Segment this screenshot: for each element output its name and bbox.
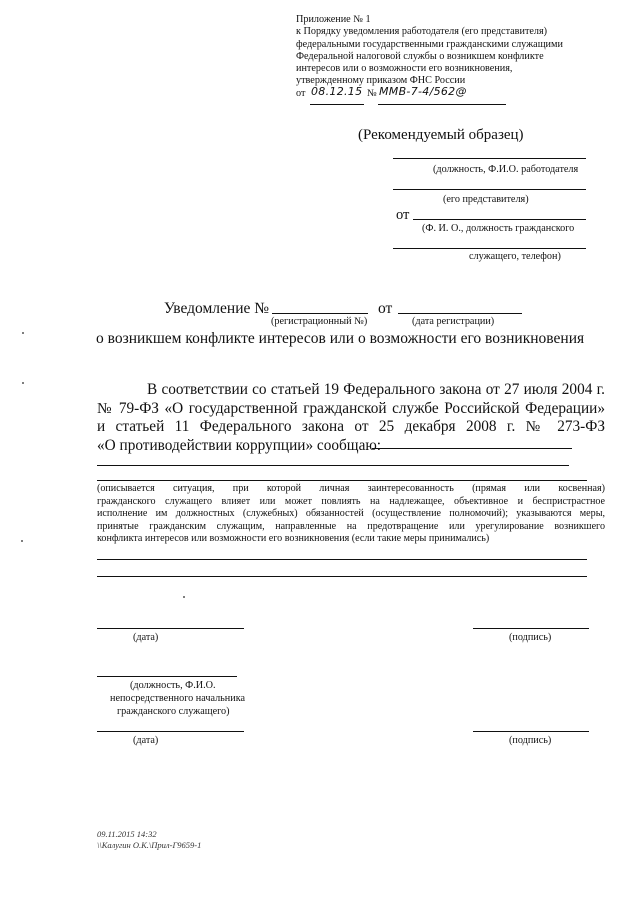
appendix-header [296,14,563,102]
manager-signature-caption: (подпись) [509,735,552,746]
footer [97,829,201,851]
scan-speck [22,382,24,384]
manager-date-line [97,731,244,732]
employer-caption: (должность, Ф.И.О. работодателя [433,164,579,175]
report-line-2 [97,465,569,466]
notice-number-line [272,313,368,314]
employer-line [393,158,586,159]
appendix-line: к Порядку уведомления работодателя (его представителя) [296,26,548,38]
description-line: конфликта интересов или возможности его возникновения (если такие меры принимались) [97,533,490,544]
manager-signature-line [473,731,589,732]
body-paragraph [97,381,605,455]
appendix-line: Федеральной налоговой службы о возникшем конфликте [296,50,544,62]
description-line: гражданского служащего влияет или может повлиять на надлежащее, объективное и беспристрастное [97,495,605,507]
manager-caption-1: (должность, Ф.И.О. [130,680,216,691]
notice-subject: о возникшем конфликте интересов или о возможности его возникновения [96,330,585,347]
footer-file-info: \\Калугин О.К.\Прил-Г9659-1 [97,840,202,850]
date-caption: (дата) [133,632,159,643]
manager-caption-3: гражданского служащего) [117,706,230,717]
situation-description [97,483,605,546]
signature-line [473,628,589,629]
order-date: 08.12.15 [311,84,363,98]
footer-timestamp: 09.11.2015 14:32 [97,829,157,839]
body-line: № 79-ФЗ «О государственной гражданской службе Российской Федерации» [97,399,605,417]
representative-line [393,189,586,190]
scan-speck [22,332,24,334]
body-line: «О противодействии коррупции» сообщаю: [97,436,382,454]
order-prefix: от [296,87,306,99]
order-no-label: № [367,87,377,99]
notice-date-line [398,313,522,314]
reg-date-caption: (дата регистрации) [412,316,495,327]
manager-caption-2: непосредственного начальника [110,693,246,704]
signature-caption: (подпись) [509,632,552,643]
appendix-line: утвержденному приказом ФНС России [296,75,466,87]
notice-from-label: от [378,300,393,317]
appendix-line: федеральными государственными гражданскими служащими [296,38,563,50]
order-date-line [310,104,364,105]
body-line: В соответствии со статьей 19 Федерального закона от 27 июля 2004 г. [147,381,605,398]
representative-caption: (его представителя) [443,194,529,205]
manager-date-caption: (дата) [133,735,159,746]
scan-speck [183,596,185,598]
notice-label: Уведомление № [164,300,270,317]
employee-line-2 [393,248,586,249]
appendix-line: Приложение № 1 [296,14,371,25]
description-line: исполнение им должностных (служебных) обязанностей (осуществление полномочий); указываются меры, [97,508,605,519]
measures-line-2 [97,576,587,577]
report-line-1 [372,448,572,449]
employee-caption-2: служащего, телефон) [469,251,561,262]
order-number-line [378,104,506,105]
manager-line [97,676,237,677]
reg-number-caption: (регистрационный №) [271,316,368,327]
order-reference [296,84,563,102]
appendix-line: интересов или о возможности его возникновения, [296,63,513,75]
body-line: и статьей 11 Федерального закона от 25 декабря 2008 г. № 273-ФЗ [97,418,605,435]
scan-speck [21,540,23,542]
description-line: принятые гражданским служащим, направленные на предотвращение или урегулирование возникшего [97,520,605,532]
employee-line [413,219,586,220]
date-line [97,628,244,629]
employee-caption-1: (Ф. И. О., должность гражданского [422,223,575,234]
order-number: ММВ-7-4/562@ [379,84,467,98]
report-line-3 [97,480,587,481]
sample-title: (Рекомендуемый образец) [358,127,524,143]
description-line: (описывается ситуация, при которой личная заинтересованность (прямая или косвенная) [97,483,605,494]
from-label: от [396,207,410,223]
measures-line-1 [97,559,587,560]
